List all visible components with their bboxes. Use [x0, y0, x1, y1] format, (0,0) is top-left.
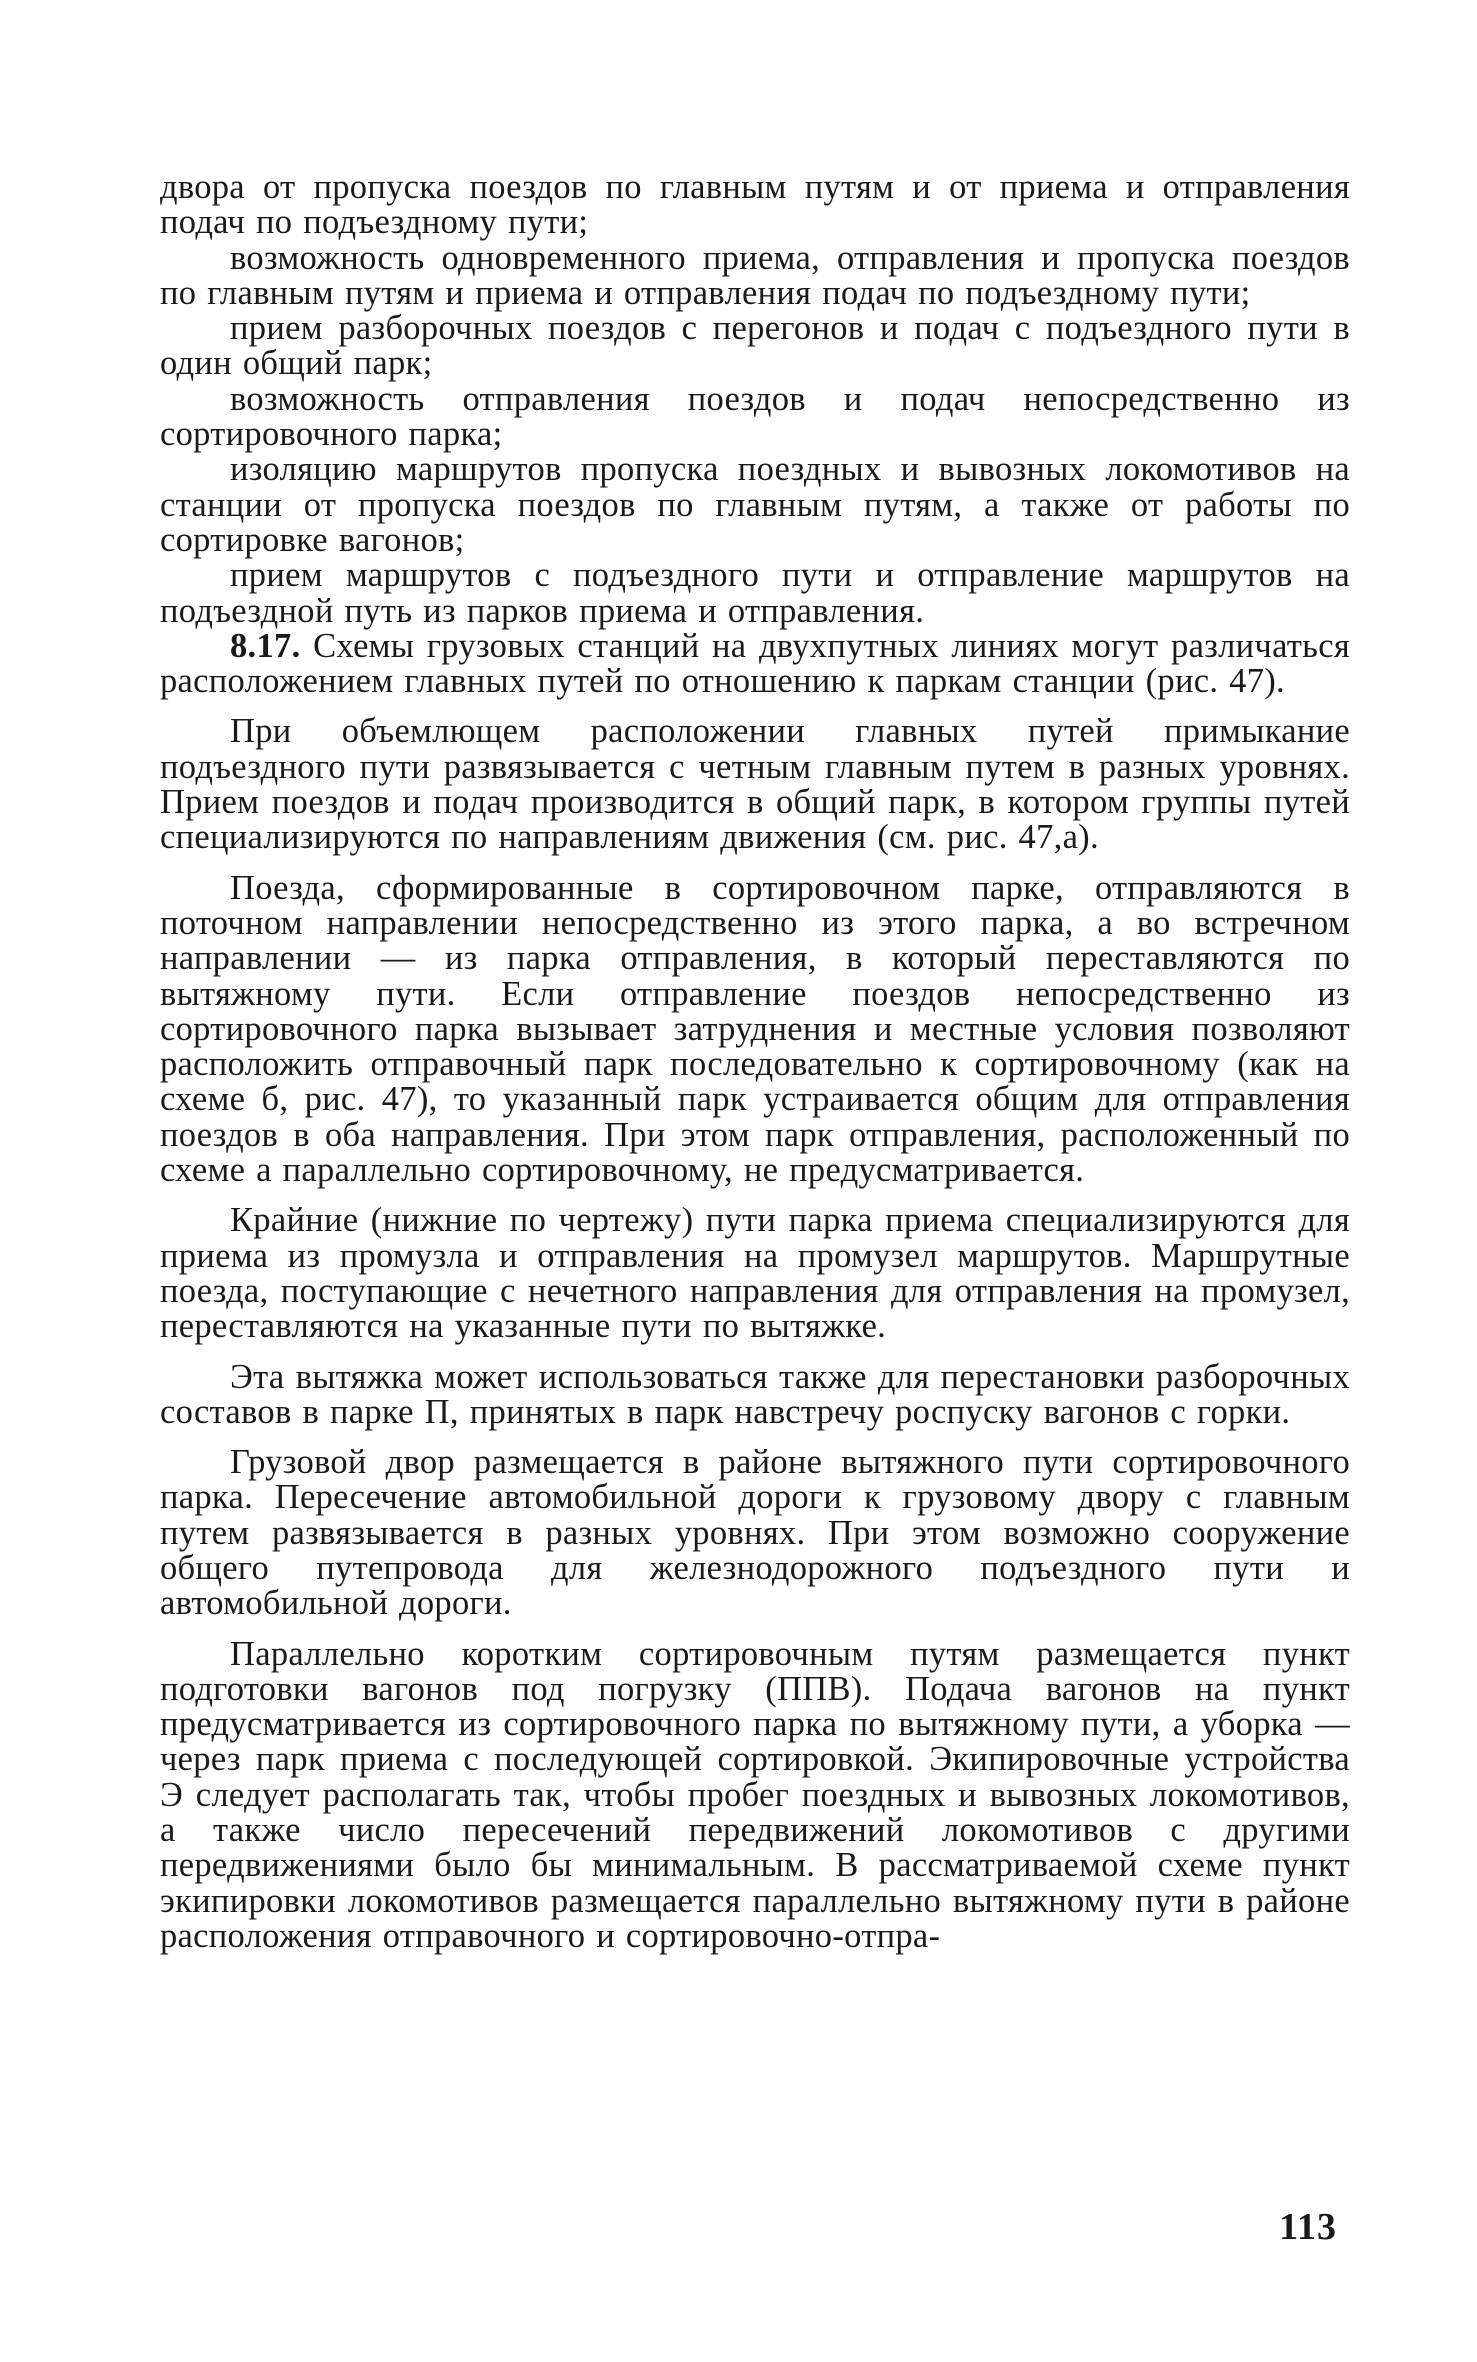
paragraph: При объемлющем расположении главных путей примыкание подъездного пути развязывается с четным главным путем в разных уровнях. Прием поездов и подач производится в общий парк, в котором группы путей специализируются по направлениям движения (см. рис. 47,а).: [160, 712, 1350, 857]
paragraph: возможность одновременного приема, отправления и пропуска поездов по главным путям и приема и отправления подач по подъездному пути;: [160, 238, 1350, 312]
paragraph: Грузовой двор размещается в районе вытяжного пути сортировочного парка. Пересечение автомобильной дороги к грузовому двору с главным путем развязывается в разных уровнях. При этом возможно сооружение общего путепровода для железнодорожного подъездного пути и автомобильной дороги.: [160, 1443, 1350, 1623]
paragraph: возможность отправления поездов и подач непосредственно из сортировочного парка;: [160, 379, 1350, 454]
paragraph: Параллельно коротким сортировочным путям размещается пункт подготовки вагонов под погрузку (ППВ). Подача вагонов на пункт предусматривается из сортировочного парка по вытяжному пути, а уборка — через парк приема с последующей сортировкой. Экипировочные устройства Э следует располагать так, чтобы пробег поездных и вывозных локомотивов, а также число пересечений передвижений локомотивов с другими передвижениями было бы минимальным. В рассматриваемой схеме пункт экипировки локомотивов размещается параллельно вытяжному пути в районе расположения отправочного и сортировочно-отпра-: [160, 1634, 1350, 1955]
paragraph: Эта вытяжка может использоваться также для перестановки разборочных составов в парке П, принятых в парк навстречу роспуску вагонов с горки.: [160, 1357, 1350, 1431]
section-number: 8.17.: [230, 626, 301, 665]
paragraph: изоляцию маршрутов пропуска поездных и вывозных локомотивов на станции от пропуска поездов по главным путям, а также от работы по сортировке вагонов;: [160, 450, 1350, 559]
paragraph: двора от пропуска поездов по главным путям и от приема и отправления подач по подъездному пути;: [160, 168, 1350, 242]
paragraph-section-8-17: [160, 626, 1350, 701]
body-text: [160, 170, 1350, 1954]
page-number: 113: [1279, 2206, 1337, 2248]
paragraph: прием разборочных поездов с перегонов и подач с подъездного пути в один общий парк;: [160, 309, 1350, 383]
paragraph: Крайние (нижние по чертежу) пути парка приема специализируются для приема из промузла и отправления на промузел маршрутов. Маршрутные поезда, поступающие с нечетного направления для отправления на промузел, переставляются на указанные пути по вытяжке.: [160, 1201, 1350, 1346]
paragraph: прием маршрутов с подъездного пути и отправление маршрутов на подъездной путь из парков приема и отправления.: [160, 556, 1350, 630]
paragraph-text: Схемы грузовых станций на двухпутных линиях могут различаться расположением главных путей по отношению к паркам станции (рис. 47).: [160, 626, 1350, 701]
paragraph: Поезда, сформированные в сортировочном парке, отправляются в поточном направлении непосредственно из этого парка, а во встречном направлении — из парка отправления, в который переставляются по вытяжному пути. Если отправление поездов непосредственно из сортировочного парка вызывает затруднения и местные условия позволяют расположить отправочный парк последовательно к сортировочному (как на схеме б, рис. 47), то указанный парк устраивается общим для отправления поездов в оба направления. При этом парк отправления, расположенный по схеме а параллельно сортировочному, не предусматривается.: [160, 868, 1350, 1190]
